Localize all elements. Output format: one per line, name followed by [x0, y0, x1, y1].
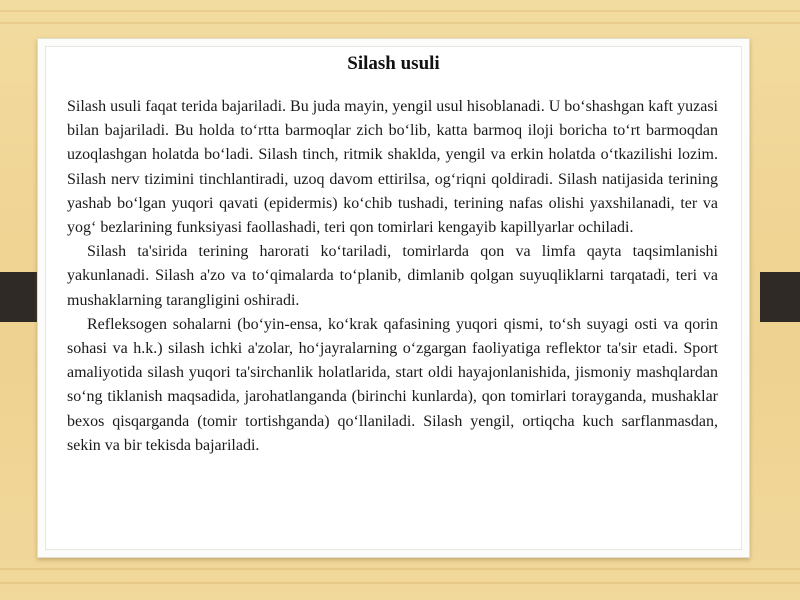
page-title: Silash usuli	[347, 53, 440, 74]
left-side-tab	[0, 272, 40, 322]
background-grain	[0, 22, 800, 24]
body-text	[67, 95, 718, 458]
right-side-tab	[760, 272, 800, 322]
background-grain	[0, 582, 800, 584]
slide-paper	[37, 38, 750, 558]
background-grain	[0, 10, 800, 12]
background-grain	[0, 568, 800, 570]
paragraph-2: Silash ta'sirida terining harorati ko‘tariladi, tomirlarda qon va limfa qayta taqsimlanishi yakunlanadi. Silash a'zo va to‘qimalarda to‘planib, dimlanib qolgan suyuqliklarni tarqatadi, teri va mushaklarning tarangligini oshiradi.	[67, 243, 718, 309]
paragraph-1: Silash usuli faqat terida bajariladi. Bu juda mayin, yengil usul hisoblanadi. U bo‘shashgan kaft yuzasi bilan bajariladi. Bu holda to‘rtta barmoqlar zich bo‘lib, katta barmoq iloji boricha to‘rt barmoqdan uzoqlashgan holatda bo‘ladi. Silash tinch, ritmik shaklda, yengil va erkin holatda o‘tkazilishi lozim. Silash nerv tizimini tinchlantiradi, uzoq davom ettirilsa, og‘riqni qoldiradi. Silash natijasida terining yashab bo‘lgan yuqori qavati (epidermis) ko‘chib tushadi, terining nafas olishi yaxshilanadi, ter va yog‘ bezlarining funksiyasi faollashadi, teri qon tomirlari kengayib kapillyarlar ochiladi.	[67, 98, 718, 237]
paragraph-3: Refleksogen sohalarni (bo‘yin-ensa, ko‘krak qafasining yuqori qismi, to‘sh suyagi osti va qorin sohasi va h.k.) silash ichki a'zolar, ho‘jayralarning o‘zgargan faoliyatiga reflektor ta'sir etadi. Sport amaliyotida silash yuqori ta'sirchanlik holatlarida, start oldi hayajonlanishida, jismoniy mashqlardan so‘ng tiklanish maqsadida, jarohatlanganda (birinchi kunlarda), qon tomirlari torayganda, mushaklar bexos qisqarganda (tomir tortishganda) qo‘llaniladi. Silash yengil, ortiqcha kuch sarflanmasdan, sekin va bir tekisda bajariladi.	[67, 315, 718, 454]
